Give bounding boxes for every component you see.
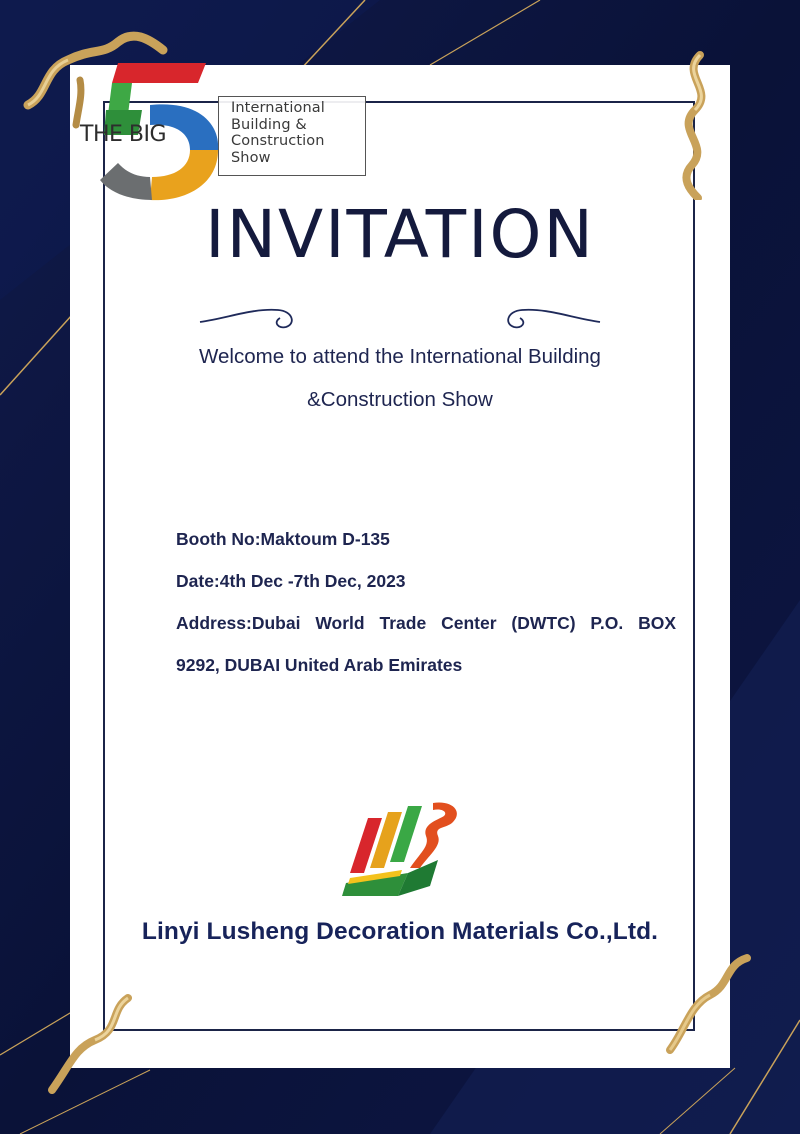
page-title: INVITATION [205, 196, 595, 273]
lls-logo-icon [338, 798, 463, 900]
big5-show-name-line: International [231, 100, 325, 116]
flourish-left-icon [198, 298, 300, 338]
big5-the-big-text: THE BIG [80, 122, 167, 147]
welcome-line-2: &Construction Show [307, 388, 493, 411]
address-line-2: 9292, DUBAI United Arab Emirates [176, 655, 463, 675]
gold-ribbon-top-right [660, 50, 740, 200]
gold-ribbon-bottom-right [655, 950, 755, 1060]
event-date: Date:4th Dec -7th Dec, 2023 [176, 571, 406, 591]
booth-number: Booth No:Maktoum D-135 [176, 529, 390, 549]
address-line-1: Address:Dubai World Trade Center (DWTC) P.O. BOX [176, 613, 676, 633]
gold-ribbon-bottom-left [40, 990, 140, 1100]
big5-show-name-line: Building & [231, 116, 307, 133]
company-name: Linyi Lusheng Decoration Materials Co.,Ltd. [141, 918, 659, 945]
flourish-right-icon [500, 298, 602, 338]
big5-show-name [231, 100, 371, 166]
welcome-line-1: Welcome to attend the International Building [199, 345, 601, 368]
big5-show-name-line: Construction [231, 133, 325, 149]
big5-show-name-line: Show [231, 149, 271, 166]
